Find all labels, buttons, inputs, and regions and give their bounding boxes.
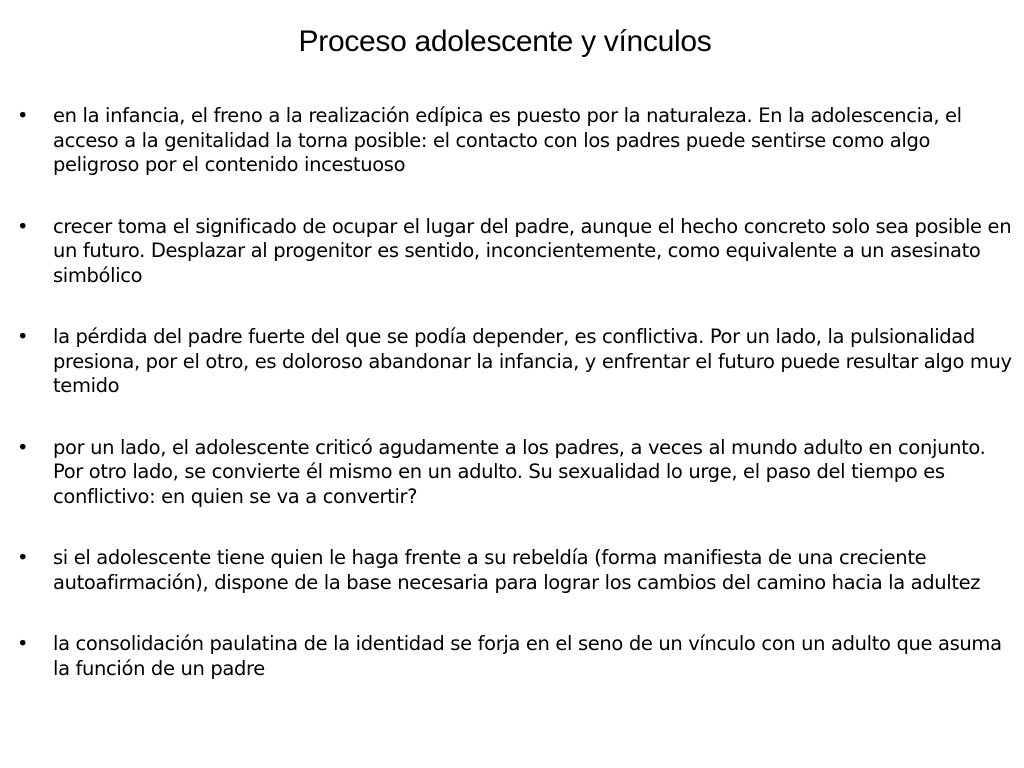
bullet-dot-icon: • bbox=[17, 632, 29, 655]
bullet-dot-icon: • bbox=[17, 546, 29, 569]
bullet-list bbox=[17, 104, 1021, 718]
bullet-text: crecer toma el significado de ocupar el lugar del padre, aunque el hecho concreto solo sea posible en un futuro. Desplazar al progenitor es sentido, inconcientemente, como equivalente a un asesinato simbólico bbox=[53, 214, 1012, 287]
bullet-dot-icon: • bbox=[17, 104, 29, 127]
bullet-dot-icon: • bbox=[17, 325, 29, 348]
bullet-text: si el adolescente tiene quien le haga frente a su rebeldía (forma manifiesta de una creciente autoafirmación), dispone de la base necesaria para lograr los cambios del camino hacia la adultez bbox=[53, 546, 981, 594]
bullet-text: por un lado, el adolescente criticó agudamente a los padres, a veces al mundo adulto en conjunto. Por otro lado, se convierte él mismo en un adulto. Su sexualidad lo urge, el paso del tiempo es conflictivo: en quien se va a convertir? bbox=[53, 435, 986, 508]
bullet-item bbox=[17, 215, 1021, 289]
bullet-item bbox=[17, 632, 1021, 681]
bullet-text: la pérdida del padre fuerte del que se podía depender, es conflictiva. Por un lado, la pulsionalidad presiona, por el otro, es doloroso abandonar la infancia, y enfrentar el futuro puede resultar algo muy temido bbox=[53, 325, 1012, 397]
bullet-text: en la infancia, el freno a la realización edípica es puesto por la naturaleza. En la adolescencia, el acceso a la genitalidad la torna posible: el contacto con los padres puede sentirse como algo peligroso por el contenido incestuoso bbox=[53, 104, 962, 176]
bullet-text: la consolidación paulatina de la identidad se forja en el seno de un vínculo con un adulto que asuma la función de un padre bbox=[53, 632, 1002, 680]
bullet-item bbox=[17, 325, 1021, 399]
slide-title: Proceso adolescente y vínculos bbox=[298, 25, 712, 58]
bullet-dot-icon: • bbox=[17, 435, 29, 459]
bullet-item bbox=[17, 436, 1021, 510]
bullet-item bbox=[17, 104, 1021, 178]
bullet-dot-icon: • bbox=[17, 214, 29, 238]
bullet-item bbox=[17, 546, 1021, 595]
